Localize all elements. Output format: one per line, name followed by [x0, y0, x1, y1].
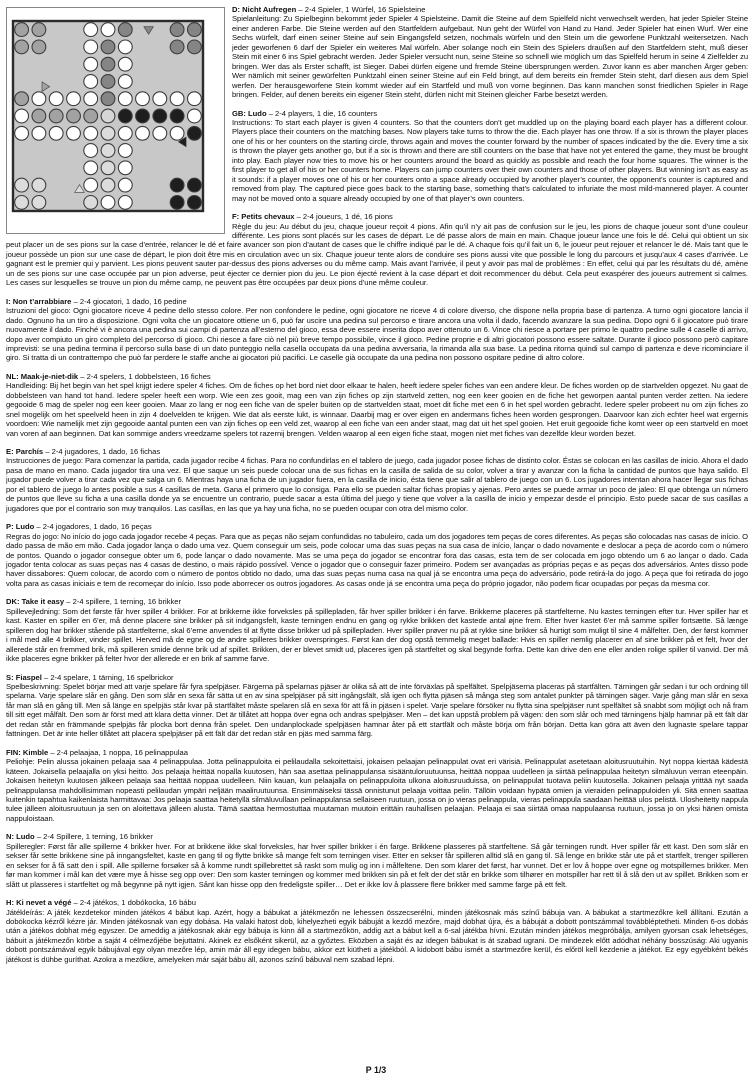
section-body: Regras do jogo: No início do jogo cada jogador recebe 4 peças. Para que as peças não sejam confundidas no tabuleiro, cada um dos jogadores tem peças de cores diferentes. As peças são colocadas nas casas de início. O dado passa de mão em mão. Cada jogador lança o dado uma vez. Quem conseguir um seis, pode colocar uma das suas peças na sua casa de início, lançar o dado novamente e deslocar a peça de acordo com o número de pontos. Quando o jogador consegue obter um 6, pode lançar o dado novamente. Mas se uma peça do jogador se encontrar fora das casas, esta tem de ser colocada em jogo obtendo um 6 ao lançar o dado. Cada jogador tenta colocar as suas peças nas 4 casas de destino, o mais rápido possível. Vence o jogador que o conseguir fazer primeiro. Podem ser avançadas as próprias peças e as peças dos adversários. Antes disso pode haver dissabores: Quem colocar, de acordo com o número de pontos obtido no dado, uma das suas peças numa casa na qual já se encontra uma peça do adversário, pode retirá-la do jogo. A peça que foi retirada do jogo volta para as casas iniciais e tem de recomeçar do início. Isso pode aborrecer os outros jogadores. As casas onde já se encontra uma peça do próprio jogador, não podem ficar ocupadas por peças da mesma cor.: [6, 531, 748, 588]
section-title: GB: Ludo – 2-4 players, 1 die, 16 counters: [232, 108, 378, 118]
section-title: I: Non t’arrabbiare – 2-4 giocatori, 1 dado, 16 pedine: [6, 296, 187, 306]
section-body: Istruzioni del gioco: Ogni giocatore riceve 4 pedine dello stesso colore. Per non confondere le pedine, ogni giocatore ne riceve 4 di colore diverso, che dispone nella propria base di partenza. A turno ogni giocatore lancia il dado. Ognuno ha un tiro a disposizione. Ogni volta che un giocatore ottiene un 6, può far uscire una pedina sul percorso e tirare ancora una volta il dado, facendo avanzare la sua pedina. Dopo ogni 6 il giocatore può tirare nuovamente il dado. Finché vi è ancora una pedina sui campi di partenza all’esterno del gioco, essa deve essere inserita dopo aver ottenuto un 6. Vince chi riesce a portare per primo le quattro pedine sulle 4 caselle di arrivo, dopo aver compiuto un giro completo del percorso di gioco. Chi riesce a fare ciò nel più breve tempo possibile, vince il gioco. Pedine proprie e di altri giocatori possono essere saltate. Durante il gioco possono però capitare imprevisti: se una pedina termina il percorso sulla base di un dato punteggio nella casella occupata da una pedina avversaria, la rimanda alla sua base. La pedina ritorna quindi sul campo di partenza e deve ricominciare il giro. Si tratta di un contrattempo che può far perdere le staffe anche ai giocatori più pacifici. Le caselle già occupate da una pedina non possono ospitare pedine di altro colore.: [6, 306, 748, 363]
section-portuguese: [6, 522, 748, 588]
section-danish: [6, 597, 748, 663]
section-norwegian: [6, 832, 748, 889]
section-body: Spelbeskrivning: Spelet börjar med att varje spelare får fyra spelpjäser. Färgerna på spelarnas pjäser är olika så att de inte förväxlas på spelfältet. Spelpjäserna placeras på startfälten. Tärningen går sedan i tur och ordning till spelarna. Varje spelare slår en gång. Den som slår en sexa får sätta ut en av sina spelpjäser på sitt ingångsfält, slå igen och flytta pjäsen så många steg som antalet punkter på tärningen säger. Varje gång man slår en sexa får man slå en gång till. Men så länge en spelpjäs står kvar på startfältet måste spelaren slå en sexa för att få in pjäsen i spelet. Varje spelare försöker nu flytta sina spelpjäser runt spelfältet så snabbt som möjligt och nå fram till sitt eget målfält. Den som är först med att klara detta vinner. Det är tillåtet att hoppa över egna och andras spelpjäser. Men – det kan uppstå problem på vägen: den som slår och med tärningens hjälp hamnar på ett fält där det redan står en främmande spelpjäs får plocka bort denna från spelet. Den undanplockade spelpjäsen hamnar åter på ett startfält och måste börja om från början. Detta kan göra att även den lugnaste spelare tappar fattningen. Det är inte heller tillåtet att placera spelpjäser på ett fält där det redan står en pjäs med samma färg.: [6, 682, 748, 739]
section-body: Peliohje: Pelin alussa jokainen pelaaja saa 4 pelinappulaa. Jotta pelinappuloita ei pelilaudalla sekoitettaisi, jokaisen pelaajan pelinappulat ovat eri värisiä. Pelinappulat asetetaan aloitusruutuihin. Nyt noppa kiertää kädestä käteen. Jokaisella pelaajalla on yksi heitto. Jos pelaaja heittää nopalla kuutosen, hän saa asettaa pelinappulansa sisääntuloruutuunsa, heittää noppaa uudelleen ja siirtää pelinappulaa heitetyn silmäluvun verran eteenpäin. Jokaisen heitetyn kuutosen jälkeen pelaaja saa heittää noppaa uudelleen. Niin kauan, kun pelaajalla on pelinappuloita ulkona aloitusruuduissa, on pelinappulat tuotava peliin kuutosella. Jokainen pelaaja yrittää nyt saada pelinappulansa mahdollisimman nopeasti pelilaudan ympäri neljään maaliruutuunsa. Ensimmäiseksi tässä onnistunut pelaaja voittaa pelin. Tällöin voidaan hypätä omien ja vieraiden pelinappuloiden yli. Sitä ennen saattaa kuitenkin tapahtua kaikenlaista harmittavaa: Jos pelaaja saattaa heitetyllä silmäluvullaan pelinappulansa sellaiseen ruutuun, jossa on jo vieras pelinappula, vieras pelinappula saadaan heittää ulos pelistä. Ulosheitetty nappula tulee jälleen aloitusruutuun ja sen on aloitettava jälleen alusta. Tämä saattaa hermostuttaa muutaman muutoin erittäin rauhallisen pelaajan. Pelaaja ei saa siirtää omaa nappulaansa ruutuun, jossa jo on yksi hänen omista nappuloistaan.: [6, 757, 748, 823]
section-title: P: Ludo – 2-4 jogadores, 1 dado, 16 peças: [6, 522, 152, 532]
section-body: Instrucciones de juego: Para comenzar la partida, cada jugador recibe 4 fichas. Para no confundirlas en el tablero de juego, cada jugador posee fichas de distinto color. Éstas se colocan en las casillas de inicio. Ahora el dado pasa de mano en mano. Cada jugador tira una vez. El que saque un seis puede colocar una de sus fichas en la casilla de salida de su color, volver a tirar y avanzar con la ficha la cantidad de puntos que haya salido. El jugador puede volver a tirar cada vez que salga un 6. Mientras haya una ficha de un jugador fuera, en la casilla de inicio, ésta tiene que salir al tablero de juego con un 6. Los jugadores intentan ahora hacer llegar sus fichas por el tablero de juego lo antes posible a sus 4 casillas de meta. Gana el primero que lo consiga. Para ello se pueden saltar fichas propias y ajenas. Pero antes se puede armar un poco de jaleo: El que obtenga un número de puntos que lleve su ficha a una casilla donde ya se encuentre un contrario, puede sacar a esta última del juego y tiene que volver a la casilla de inicio y empezar desde el principio. Esto puede sacar de sus casillas a jugadores que por el contrario son muy tranquilos. Las casillas, en las que ya hay una ficha, no se pueden ocupar con otra del mismo color.: [6, 456, 748, 513]
section-hungarian: [6, 898, 748, 964]
section-title: DK: Take it easy – 2-4 spillere, 1 terning, 16 brikker: [6, 597, 182, 607]
section-body: Handleiding: Bij het begin van het spel krijgt iedere speler 4 fiches. Om de fiches op het bord niet door elkaar te halen, heeft iedere speler fiches van een andere kleur. De fiches worden op de startvelden opgezet. Nu gaat de dobbelsteen van hand tot hand. Iedere speler heeft een worp. Wie een zes gooit, mag een van zijn fiches op zijn startveld zetten, nog een keer gooien en de fiche het geworpen aantal punten verder zetten. Na iedere gegooide 6 mag de speler nog een keer gooien. Maar zo lang er nog een fiche van de speler buiten op de startvelden staat, moet dit fiche met een 6 in het spel worden gebracht. Iedere speler probeert nu om zijn fiches zo snel mogelijk om het speelveld heen in zijn 4 doelvelden te krijgen. Wie dat als eerste lukt, is winnaar. Daarbij mag er over eigen en andermans fiches heen worden gesprongen. Daarvoor kan zich echter heel wat ergernis voordoen: Wie namelijk met zijn gegooide aantal punten een van zijn fiches op een veld zet, waarop al een fiche van een ander staat, mag dat uit het spel gooien. Het eruit gegooide fiche komt weer op een startveld en moet van voren af aan beginnen. Dat kan sommige anders vreedzame spelers tot razernij brengen. Velden waarop al een eigen fiche staat, mogen niet met fiches van dezelfde kleur worden bezet.: [6, 381, 748, 438]
section-swedish: [6, 673, 748, 739]
section-italian: [6, 297, 748, 363]
section-title: N: Ludo – 2-4 Spillere, 1 terning, 16 brikker: [6, 832, 153, 842]
section-body: Règle du jeu: Au début du jeu, chaque joueur reçoit 4 pions. Afin qu’il n’y ait pas de confusion sur le jeu, les pions de chaque joueur sont d’une couleur différente. Les pions sont placés sur les cases de départ. Le dé passe alors de main en main. Chaque joueur lance une fois le dé. Celui qui obtient un six peut placer un de ses pions sur la case d’entrée, relancer le dé et faire avancer son pion d’autant de cases que le chiffre indiqué par le dé. A chaque fois qu’il fait un 6, le joueur peut rejouer et relancer le dé. Mais tant que le joueur possède un pion sur une case de départ, le pion doit être mis en circulation avec un six. Chaque joueur tente alors de conduire ses pions aussi vite que possible le long du parcours et jusqu’aux 4 cases d’arrivée. Le gagnant est le premier qui y parvient. Les pions peuvent sauter par-dessus des pions adverses ou du même camp. Mais avant l’arrivée, il peut y avoir pas mal de problèmes : En effet, celui qui par les résultats du dé, amène un de ses pions sur une case occupée par un pion adverse, peut éjecter ce dernier pion du jeu. Le pion éjecté revient à la case départ et doit recommencer du début. Cela peut exaspérer des joueurs autrement si calmes. Les cases sur lesquelles se trouve un pion du même camp, ne peuvent pas être occupées par deux pions d’une même couleur.: [6, 221, 748, 288]
game-board-illustration: [6, 7, 225, 235]
section-title: D: Nicht Aufregen – 2-4 Spieler, 1 Würfel, 16 Spielsteine: [232, 5, 426, 14]
section-finnish: [6, 748, 748, 824]
section-title: NL: Maak-je-niet-dik – 2-4 spelers, 1 dobbelsteen, 16 fiches: [6, 371, 211, 381]
section-dutch: [6, 372, 748, 438]
section-body: Instructions: To start each player is given 4 counters. So that the counters don’t get muddled up on the playing board each player has a different colour. Players place their counters on the matching bases. Now players take turns to throw the die. Each player has one throw. If a six is thrown the player places one of his or her counters on the starting circle, throws again and moves the counter forward by the number of spaces indicated by the die. Every time a six is thrown the player gets another go, but if a six is thrown and there are still counters on the base that have not yet entered the game, they must be brought into play. Each player now tries to move his or her counters around the board as quickly as possible and reach the four home squares. The winner is the first player to get all of his or her counters home. Players can jump counters over their own counters and those of other players. But winning isn’t as easy as it sounds: if a player moves one of his or her counters onto a space already occupied by another player’s counter, the opponent’s counter is captured and removed from play. The captured piece goes back to the starting base, something that’s calculated to infuriate the most mild-mannered player. A counter may not be moved onto a square already occupied by one of that player’s own counters.: [232, 117, 748, 203]
section-body: Játékleírás: A játék kezdetekor minden játékos 4 bábut kap. Azért, hogy a bábukat a játékmezőn ne lehessen összecserélni, minden játékosnak más színű bábuja van. A bábukat a startmezőkre kell állítani. Ezután a dobókocka kézről kézre jár. Minden játékosnak van egy dobása. Ha valaki hatost dob, kihelyezheti egyik bábuját a kezdő mezőre, majd dobhat újra, és a bábuját a dobott pontszámmal továbbléptetheti. Minden 6-os dobás után a játékos dobhat még egyszer. De ameddig a játékosnak akár egy bábuja is kinn áll a startmezőkön, addig azt a bábut kell a 6-sal játékba hívni. Ezután minden játékos megpróbálja, amilyen gyorsan csak lehetséges, bábuit a játékmezőn körbe a saját 4 célmezőjébe bejuttatni. Akinek ez elsőként sikerül, az a győztes. Eközben a saját és az idegen bábukat is át szabad ugrani. De mindezek előtt adódhat néhány bosszúság: Aki ugyanis dobott pontszámával egyik bábujával egy olyan mezőre lép, amin már áll egy idegen bábu, akkor ezt kiütheti a játékból. A kidobott bábu ismét a startmezőre kerül, és előröl kell kezdenie a játékot. Ez egy egyébként békés játékost is dühbe guríthat. Azokra a mezőkre, amelyeken már saját bábu áll, azonos színű bábuval nem szabad lépni.: [6, 907, 748, 964]
section-body: Spielanleitung: Zu Spielbeginn bekommt jeder Spieler 4 Spielsteine. Damit die Steine auf dem Spielfeld nicht verwechselt werden, hat jeder Spieler Steine einer anderen Farbe. Die Steine werden auf den Startfeldern aufgebaut. Nun geht der Würfel von Hand zu Hand. Jeder Spieler hat einen Wurf. Wer eine Sechs würfelt, darf einen seiner Steine auf sein Eingangsfeld setzen, nochmals würfeln und den Stein um die geworfene Punktzahl weitersetzen. Nach jeder geworfenen 6 darf der Spieler ein weiteres Mal würfeln. Aber solange noch ein Stein des Spielers draußen auf den Startfeldern steht, muß dieser Stein mit einer 6 ins Spiel gebracht werden. Jeder Spieler versucht nun, seine Steine so schnell wie möglich um das Spielfeld herum in seine 4 Zielfelder zu bringen. Wer das als Erster schafft, ist Sieger. Dabei dürfen eigene und fremde Steine übersprungen werden. Zuvor kann es aber manchen Ärger geben: Wer nämlich mit seiner gewürfelten Punktzahl einen seiner Steine auf ein Feld bringt, auf dem bereits ein fremder Stein steht, darf diesen aus dem Spiel werfen. Der herausgeworfene Stein kommt wieder auf ein Startfeld und muß von vorne beginnen. Das kann manchen sonst friedlichen Spieler in Rage bringen. Felder, auf denen bereits ein eigener Stein steht, dürfen nicht mit Steinen gleicher Farbe besetzt werden.: [232, 14, 748, 100]
section-body: Spilleregler: Først får alle spillerne 4 brikker hver. For at brikkene ikke skal forveksles, har hver spiller brikker i én farge. Brikkene plasseres på startfeltene. Så går terningen rundt. Hver spiller får ett kast. Den som slår en sekser får sette brikkene sine på inngangsfeltet, kaste en gang til og flytte brikke så mange felt som terningen viser. Etter en sekser får spilleren alltid slå en gang til. Så lenge en brikke står ute på et startfelt, trenger spilleren en sekser for å få satt den i spill. Alle spillerne forsøker så å komme rundt spillebrettet så raskt som mulig og inn i målfeltene. Den som klarer det først, har vunnet. Det er lov å hoppe over egne og motspillernes brikker. Men før man kommer i mål kan det være mye å hisse seg opp over: Den som kaster terningen og kommer med brikken sin på et felt der det står en brikke som tilhører en motspiller har rett til å slå den ut av spillet. Brikken som er slått ut plasseres i startfeltet og må begynne på nytt igjen. Sånt kan hisse opp den fredeligste spiller… Det er ikke lov å plassere flere brikker med samme farge på ett felt.: [6, 841, 748, 889]
section-title: S: Fiaspel – 2-4 spelare, 1 tärning, 16 spelbrickor: [6, 672, 174, 682]
section-body: Spillevejledning: Som det første får hver spiller 4 brikker. For at brikkerne ikke forveksles på spillepladen, får hver spiller brikker i én farve. Brikkerne placeres på startfelterne. Nu kastes terningen efter tur. Hver spiller har et kast. Kaster en spiller en 6’er, må denne placere sine brikker på sit indgangsfelt, kaste terningen endnu en gang og rykke brikken det kastede antal øjne frem. Efter hver kastet 6’er må samme spiller fortsætte. Så længe spilleren dog har brikker stående på startfelterne, skal 6’erne anvendes til at flytte disse brikker ud på spillepladen. Hver spiller prøver nu på at rykke sine brikker så hurtigt som muligt til sine 4 målfelter. Den, der først kommer i mål med alle 4 brikker, vinder spillet. Herved må de egne og de andre spilleres brikker overspringes. Først kan der dog opstå temmelig meget ballade: Hvis en spiller nemlig placerer en af sine brikker på et felt, hvor der allerede står en fremmed brik, må spilleren smide denne brik ud af spillet. Brikken, der er blevet smidt ud, placeres igen på startfeltet og skal begynde forfra. Dette kan drive den ene eller anden rolige spiller til vanvid. Der må ikke placeres egne brikker på felter hvor der allerede er en brik af samme farve.: [6, 606, 748, 664]
ludo-board: [6, 7, 225, 235]
section-title: H: Ki nevet a végé – 2-4 játékos, 1 dobókocka, 16 bábu: [6, 898, 196, 908]
section-title: F: Petits chevaux – 2-4 joueurs, 1 dé, 16 pions: [232, 212, 393, 222]
section-spanish: [6, 447, 748, 513]
section-title: FIN: Kimble – 2-4 pelaajaa, 1 noppa, 16 pelinappulaa: [6, 747, 188, 757]
section-title: E: Parchís – 2-4 jugadores, 1 dado, 16 fichas: [6, 447, 161, 457]
page-number: P 1/3: [365, 1065, 387, 1075]
